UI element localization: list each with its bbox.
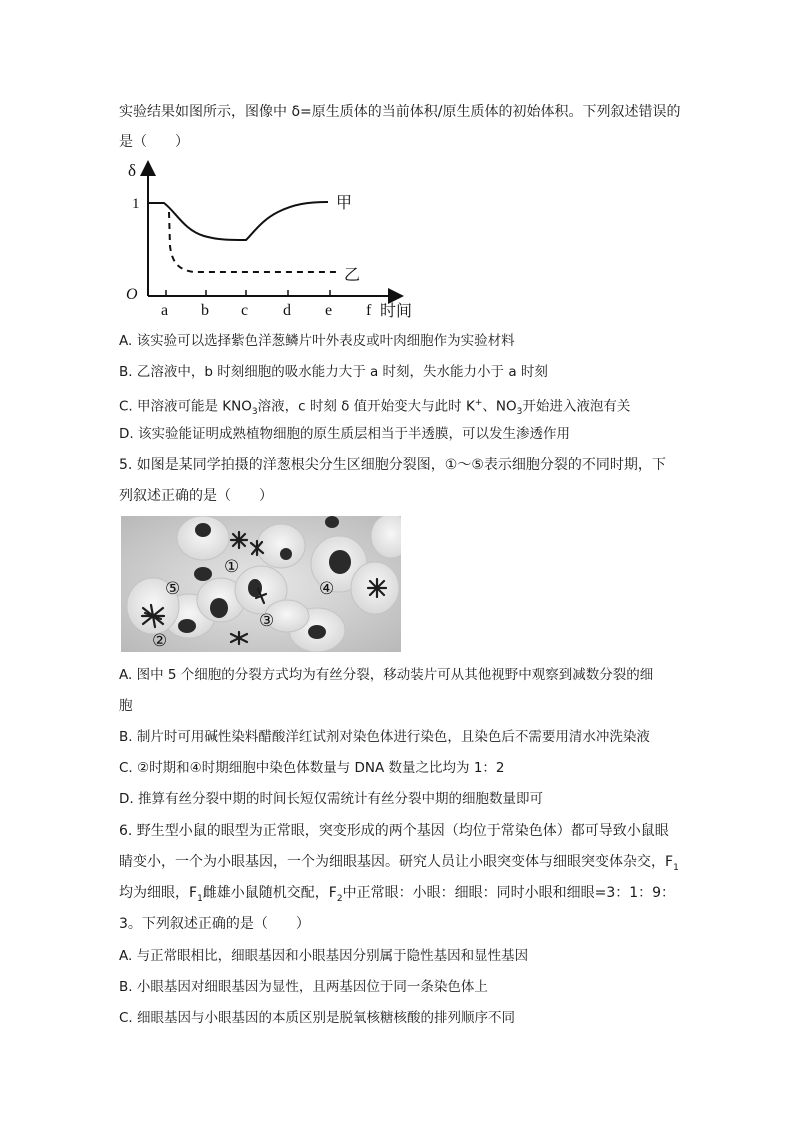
q5-option-d: D. 推算有丝分裂中期的时间长短仅需统计有丝分裂中期的细胞数量即可 xyxy=(119,791,543,807)
q4-option-c: C. 甲溶液可能是 $KNO_3$溶液，c 时刻 δ 值开始变大与此时 K+、$NO_3$开始进入液泡有关 xyxy=(119,398,631,418)
x-tick-b: b xyxy=(201,302,209,319)
q6-option-c: C. 细眼基因与小眼基因的本质区别是脱氧核糖核酸的排列顺序不同 xyxy=(119,1010,516,1026)
q4-option-a: A. 该实验可以选择紫色洋葱鳞片叶外表皮或叶肉细胞作为实验材料 xyxy=(119,333,515,349)
curve-jia xyxy=(148,202,328,240)
x-axis-label: 时间 xyxy=(380,301,413,320)
micro-label-3: ③ xyxy=(259,611,275,631)
q6-option-b: B. 小眼基因对细眼基因为显性，且两基因位于同一条染色体上 xyxy=(119,979,488,995)
micro-label-4: ④ xyxy=(319,579,335,599)
curve-jia-label: 甲 xyxy=(336,193,353,212)
micro-label-1: ① xyxy=(224,557,240,577)
y-tick-one: 1 xyxy=(132,196,140,212)
y-axis-label: δ xyxy=(128,161,137,180)
origin-label: O xyxy=(126,286,138,303)
q5-stem-line2: 列叙述正确的是（ ） xyxy=(119,488,273,504)
q4-stem-line2: 是（ ） xyxy=(119,134,189,150)
micro-label-5: ⑤ xyxy=(165,579,181,599)
x-tick-a: a xyxy=(161,302,169,319)
q4-option-d: D. 该实验能证明成熟植物细胞的原生质层相当于半透膜，可以发生渗透作用 xyxy=(119,426,570,442)
q5-stem-line1: 5. 如图是某同学拍摄的洋葱根尖分生区细胞分裂图，①～⑤表示细胞分裂的不同时期，下 xyxy=(119,457,666,473)
x-tick-c: c xyxy=(241,302,249,319)
micro-label-2: ② xyxy=(152,631,168,651)
q4-stem-line1: 实验结果如图所示，图像中 δ=原生质体的当前体积/原生质体的初始体积。下列叙述错误的 xyxy=(119,104,681,120)
curve-yi xyxy=(169,212,340,272)
x-tick-d: d xyxy=(283,302,291,319)
q6-stem-line1: 6. 野生型小鼠的眼型为正常眼，突变形成的两个基因（均位于常染色体）都可导致小鼠眼 xyxy=(119,823,669,839)
q5-option-b: B. 制片时可用碱性染料醋酸洋红试剂对染色体进行染色，且染色后不需要用清水冲洗染液 xyxy=(119,729,650,745)
q6-option-a: A. 与正常眼相比，细眼基因和小眼基因分别属于隐性基因和显性基因 xyxy=(119,948,529,964)
delta-time-graph xyxy=(118,152,428,320)
root-tip-micrograph xyxy=(121,516,401,652)
q6-stem-line3: 均为细眼，$F_1$雌雄小鼠随机交配，$F_2$中正常眼：小眼：细眼：同时小眼和细眼=3：1：9： xyxy=(119,885,676,904)
q6-stem-line4: 3。下列叙述正确的是（ ） xyxy=(119,916,310,932)
q5-option-a-line2: 胞 xyxy=(119,698,133,714)
curve-yi-label: 乙 xyxy=(344,265,361,284)
q5-option-a-line1: A. 图中 5 个细胞的分裂方式均为有丝分裂，移动装片可从其他视野中观察到减数分裂的细 xyxy=(119,667,654,683)
q5-option-c: C. ②时期和④时期细胞中染色体数量与 DNA 数量之比均为 1：2 xyxy=(119,760,505,776)
x-tick-e: e xyxy=(325,302,333,319)
q4-option-b: B. 乙溶液中，b 时刻细胞的吸水能力大于 a 时刻，失水能力小于 a 时刻 xyxy=(119,364,548,380)
q6-stem-line2: 睛变小，一个为小眼基因，一个为细眼基因。研究人员让小眼突变体与细眼突变体杂交，$F_1$ xyxy=(119,854,679,873)
x-tick-f: f xyxy=(366,302,372,319)
